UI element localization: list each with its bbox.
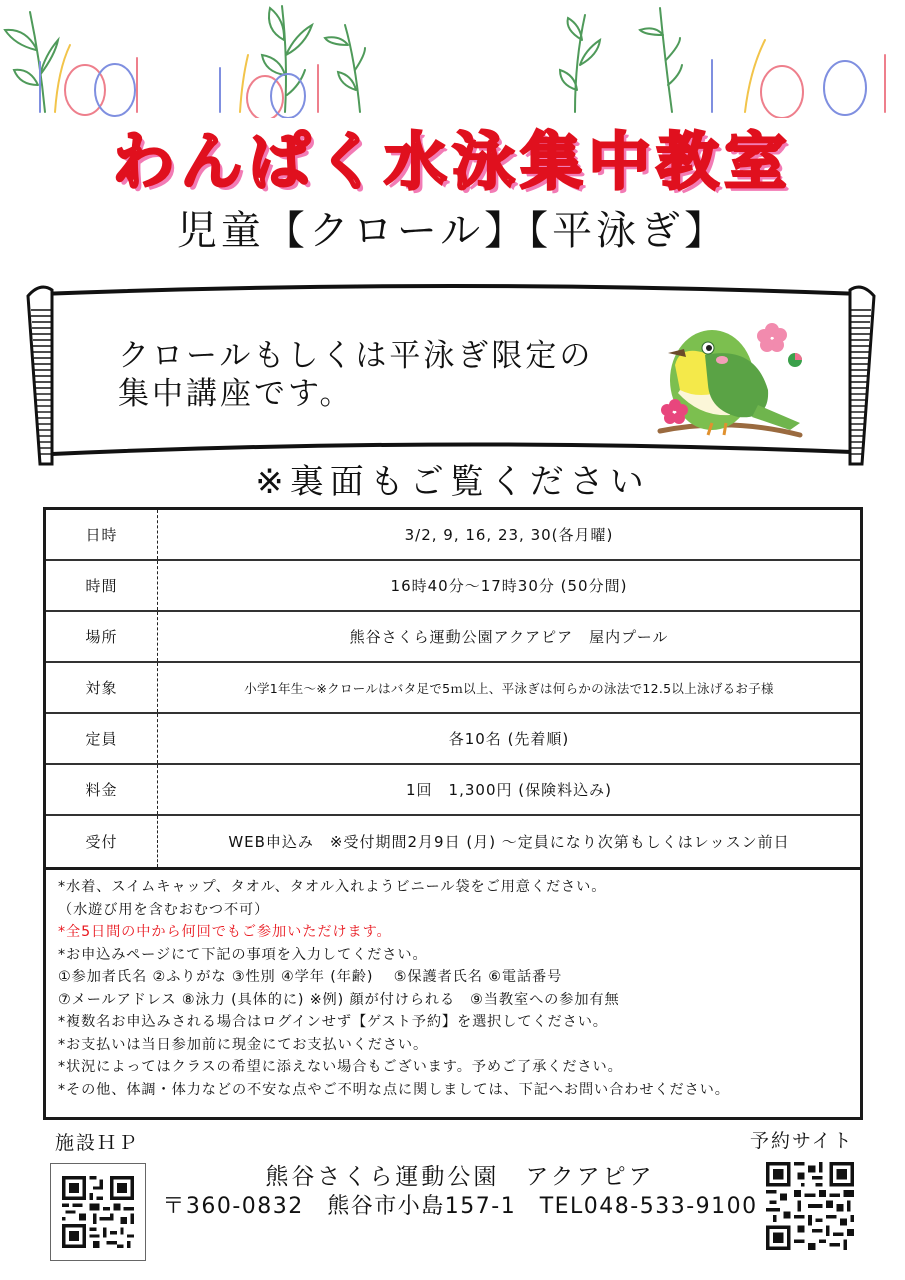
table-row-target [46,663,860,714]
bird-illustration [650,305,810,445]
note-line: *お申込みページにて下記の事項を入力してください。 [58,946,428,963]
row-value: 熊谷さくら運動公園アクアピア 屋内プール [349,628,669,646]
page-title: わんぱく水泳集中教室 [112,125,793,198]
row-label: 日時 [46,510,158,559]
reservation-site-label: 予約サイト [750,1130,854,1152]
info-table [43,507,863,870]
row-value: 16時40分～17時30分 (50分間) [390,577,628,595]
row-value: 1回 1,300円 (保険料込み) [406,781,612,799]
reservation-site-qr-code[interactable] [766,1162,854,1250]
row-label: 料金 [46,765,158,814]
note-line: ⑦メールアドレス ⑧泳力 (具体的に) ※例) 顔が付けられる ⑨当教室への参加有無 [58,991,620,1008]
note-line: ①参加者氏名 ②ふりがな ③性別 ④学年 (年齢) ⑤保護者氏名 ⑥電話番号 [58,969,563,985]
table-row-place [46,612,860,663]
spring-plants-decoration [0,0,905,118]
row-value: 3/2, 9, 16, 23, 30(各月曜) [404,526,614,544]
note-line: *複数名お申込みされる場合はログインせず【ゲスト予約】を選択してください。 [58,1014,608,1030]
table-row-fee [46,765,860,816]
table-row-time [46,561,860,612]
row-label: 対象 [46,663,158,712]
row-value: 各10名 (先着順) [448,730,570,748]
note-line: （水遊び用を含むおむつ不可） [58,901,270,918]
row-label: 場所 [46,612,158,661]
note-line: *状況によってはクラスの希望に添えない場合もございます。予めご了承ください。 [58,1059,623,1075]
banner-line-1: クロールもしくは平泳ぎ限定の [118,338,594,374]
note-line: *お支払いは当日参加前に現金にてお支払いください。 [58,1036,429,1053]
facility-hp-label: 施設ＨＰ [55,1132,140,1154]
row-label: 定員 [46,714,158,763]
banner-text [118,337,593,413]
table-row-datetime [46,510,860,561]
table-row-capacity [46,714,860,765]
qr-code-icon [62,1173,134,1251]
row-label: 時間 [46,561,158,610]
table-row-registration [46,816,860,867]
facility-address: 〒360-0832 熊谷市小島157-1 TEL048-533-9100 [162,1194,758,1219]
facility-hp-qr-code[interactable] [50,1163,146,1261]
facility-name: 熊谷さくら運動公園 アクアピア [265,1164,655,1190]
note-line: *その他、体調・体力などの不安な点やご不明な点に関しましては、下記へお問い合わせください。 [58,1081,730,1098]
banner-line-2: 集中講座です。 [118,376,354,412]
row-value: 小学1年生～※クロールはバタ足で5ｍ以上、平泳ぎは何らかの泳法で12.5以上泳げるお子様 [244,680,774,696]
row-value: WEB申込み ※受付期間2月9日 (月) ～定員になり次第もしくはレッスン前日 [228,833,790,851]
see-reverse-notice: ※裏面もご覧ください [255,462,650,502]
note-line-highlight: *全5日間の中から何回でもご参加いただけます。 [58,924,392,940]
notes-box [43,864,863,1120]
row-label: 受付 [46,816,158,867]
note-line: *水着、スイムキャップ、タオル、タオル入れようビニール袋をご用意ください。 [58,879,607,895]
page-subtitle: 児童【クロール】【平泳ぎ】 [176,208,729,254]
